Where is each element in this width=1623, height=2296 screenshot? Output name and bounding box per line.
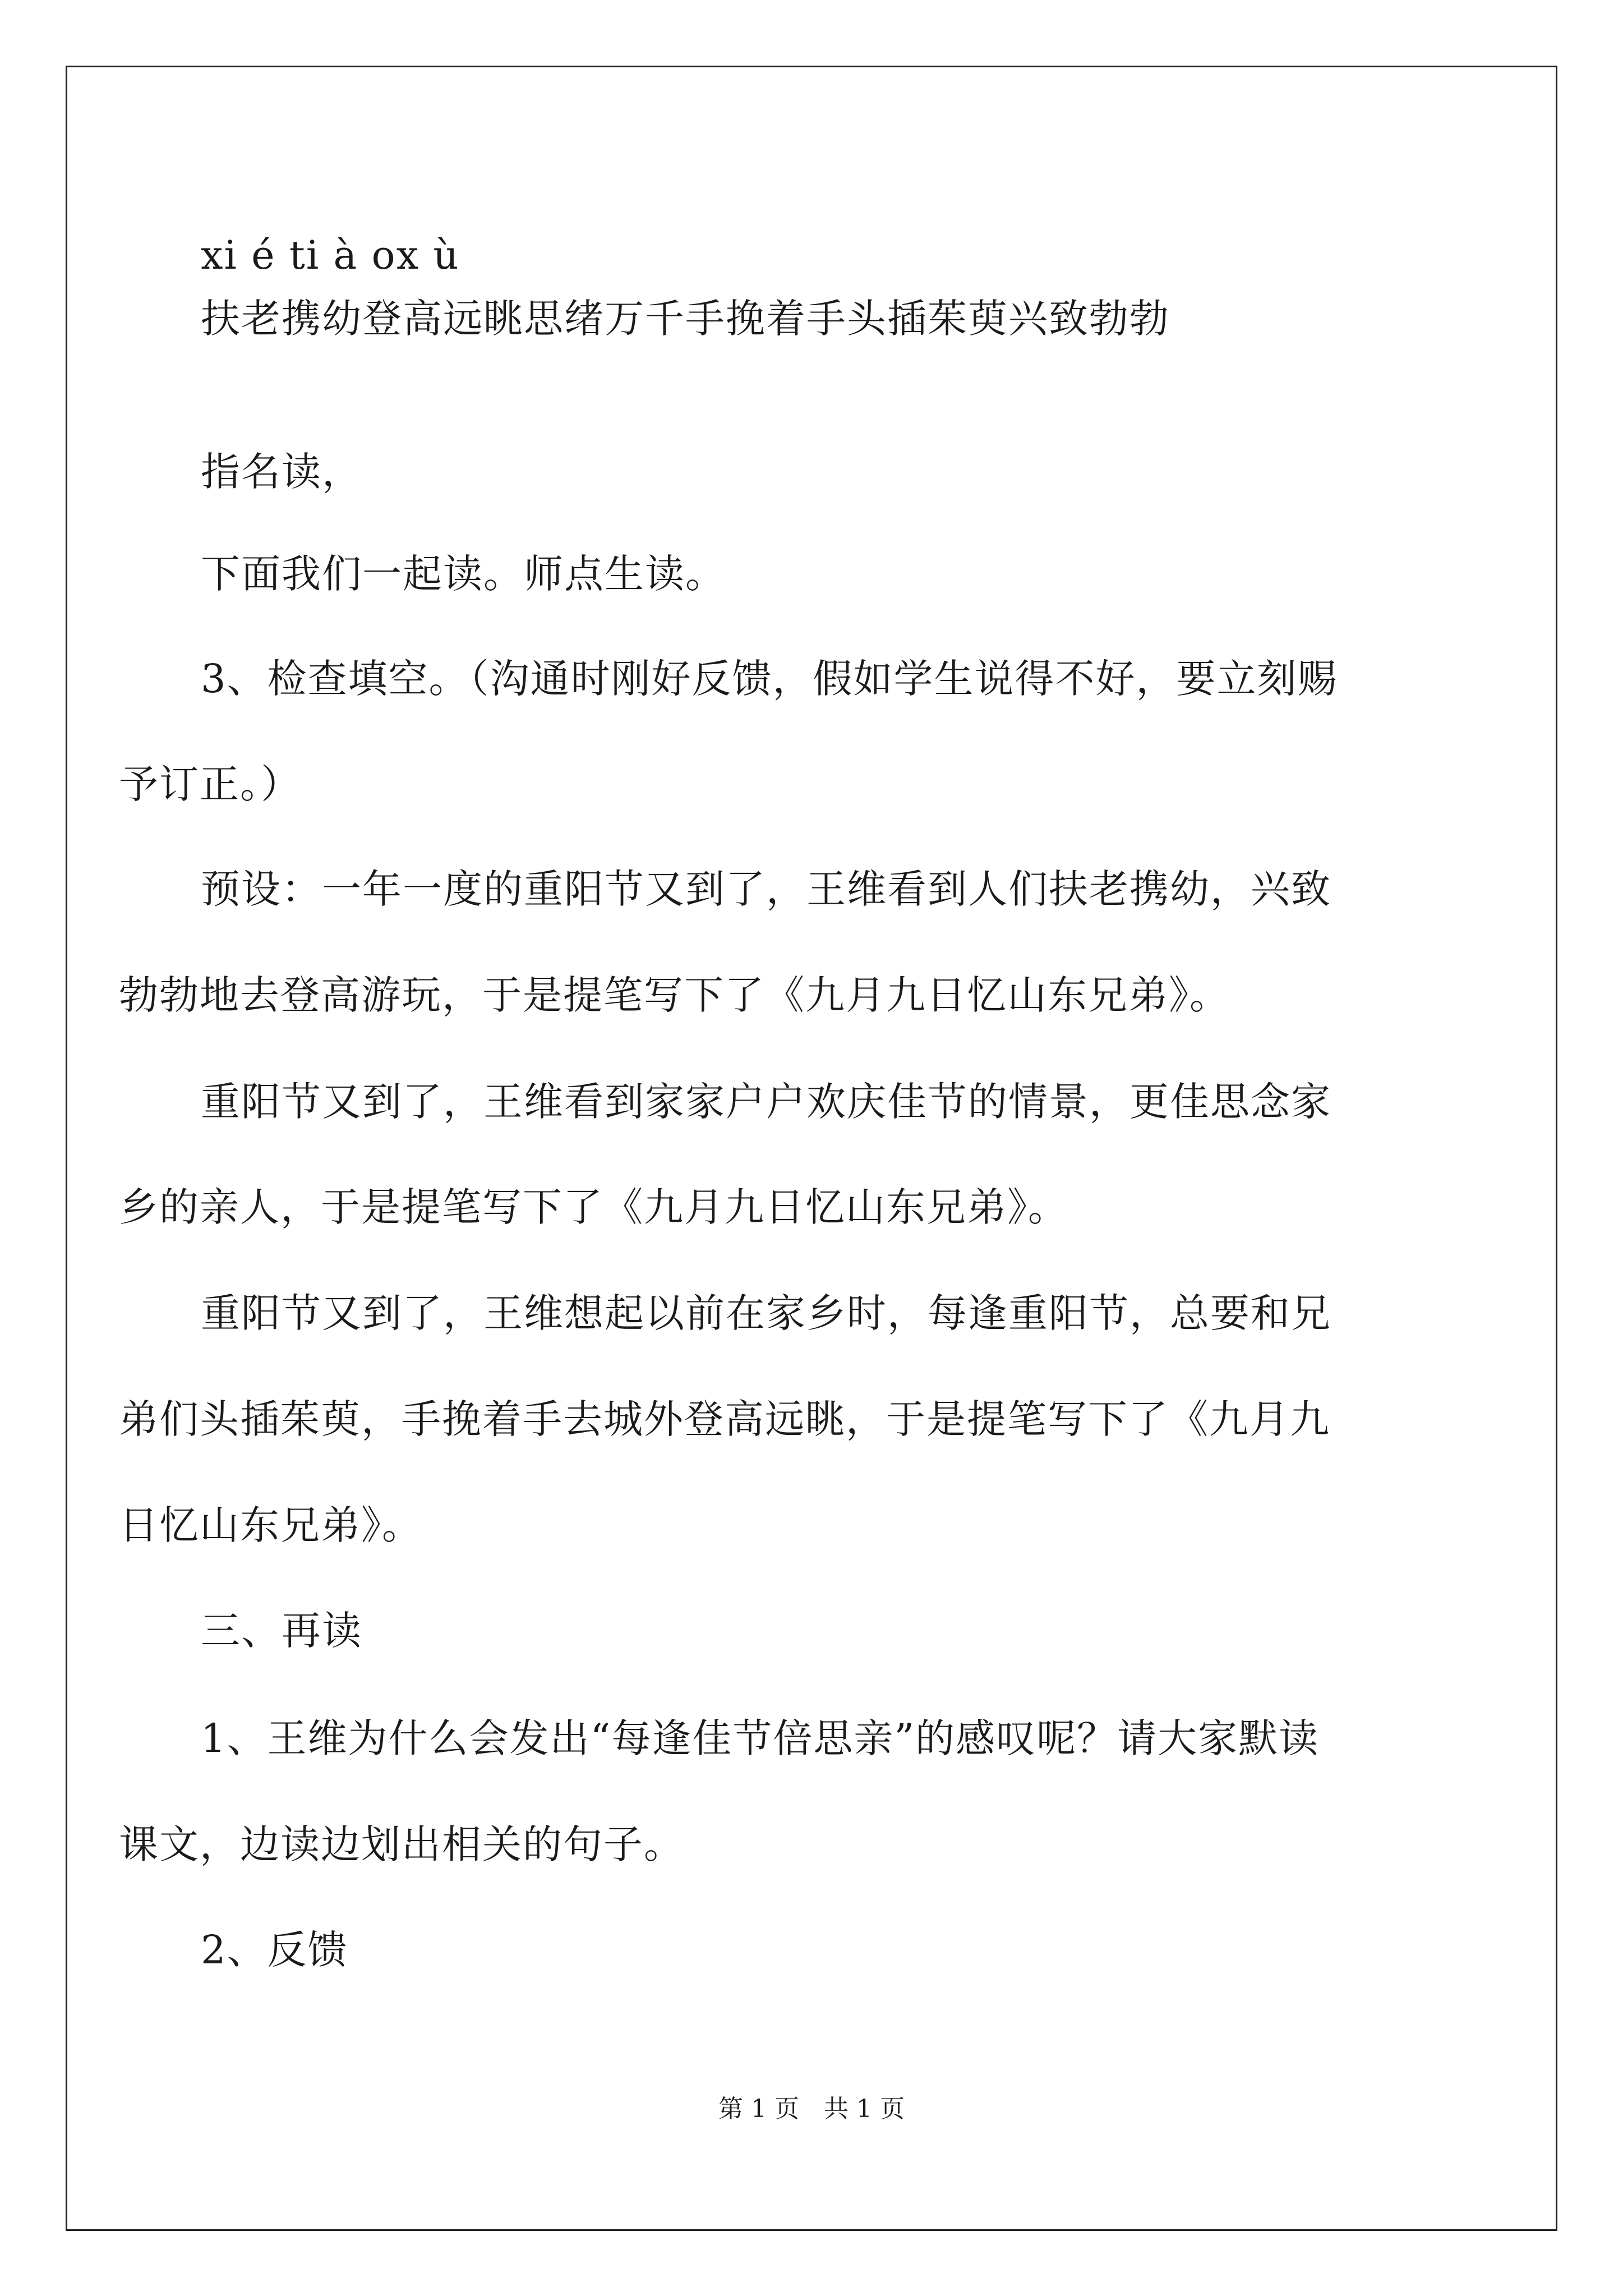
paragraph-line: 予订正。） <box>119 761 301 807</box>
paragraph-line: 日忆山东兄弟》。 <box>119 1502 422 1548</box>
paragraph-line: 指名读， <box>201 449 362 495</box>
paragraph-line: 重阳节又到了，王维看到家家户户欢庆佳节的情景，更佳思念家 <box>201 1079 1331 1125</box>
page-number-footer: 第 1 页 共 1 页 <box>718 2095 905 2123</box>
paragraph-line: 勃勃地去登高游玩，于是提笔写下了《九月九日忆山东兄弟》。 <box>119 972 1230 1018</box>
paragraph-line: 1、王维为什么会发出“每逢佳节倍思亲”的感叹呢？请大家默读 <box>201 1715 1320 1761</box>
paragraph-line: 弟们头插茱萸，手挽着手去城外登高远眺，于是提笔写下了《九月九 <box>119 1396 1330 1442</box>
page-border <box>66 66 1557 2231</box>
section-heading: 三、再读 <box>201 1608 362 1654</box>
paragraph-line: 3、检查填空。（沟通时刚好反馈，假如学生说得不好，要立刻赐 <box>201 656 1338 702</box>
paragraph-line: 下面我们一起读。师点生读。 <box>201 551 726 597</box>
pinyin-line: xi é ti à ox ù <box>201 232 460 278</box>
paragraph-line: 重阳节又到了，王维想起以前在家乡时，每逢重阳节，总要和兄 <box>201 1290 1331 1336</box>
paragraph-line: 乡的亲人，于是提笔写下了《九月九日忆山东兄弟》。 <box>119 1184 1068 1230</box>
paragraph-line: 课文，边读边划出相关的句子。 <box>119 1821 684 1867</box>
paragraph-line: 扶老携幼登高远眺思绪万千手挽着手头插茱萸兴致勃勃 <box>201 296 1170 342</box>
paragraph-line: 预设：一年一度的重阳节又到了，王维看到人们扶老携幼，兴致 <box>201 866 1331 912</box>
paragraph-line: 2、反馈 <box>201 1927 348 1973</box>
